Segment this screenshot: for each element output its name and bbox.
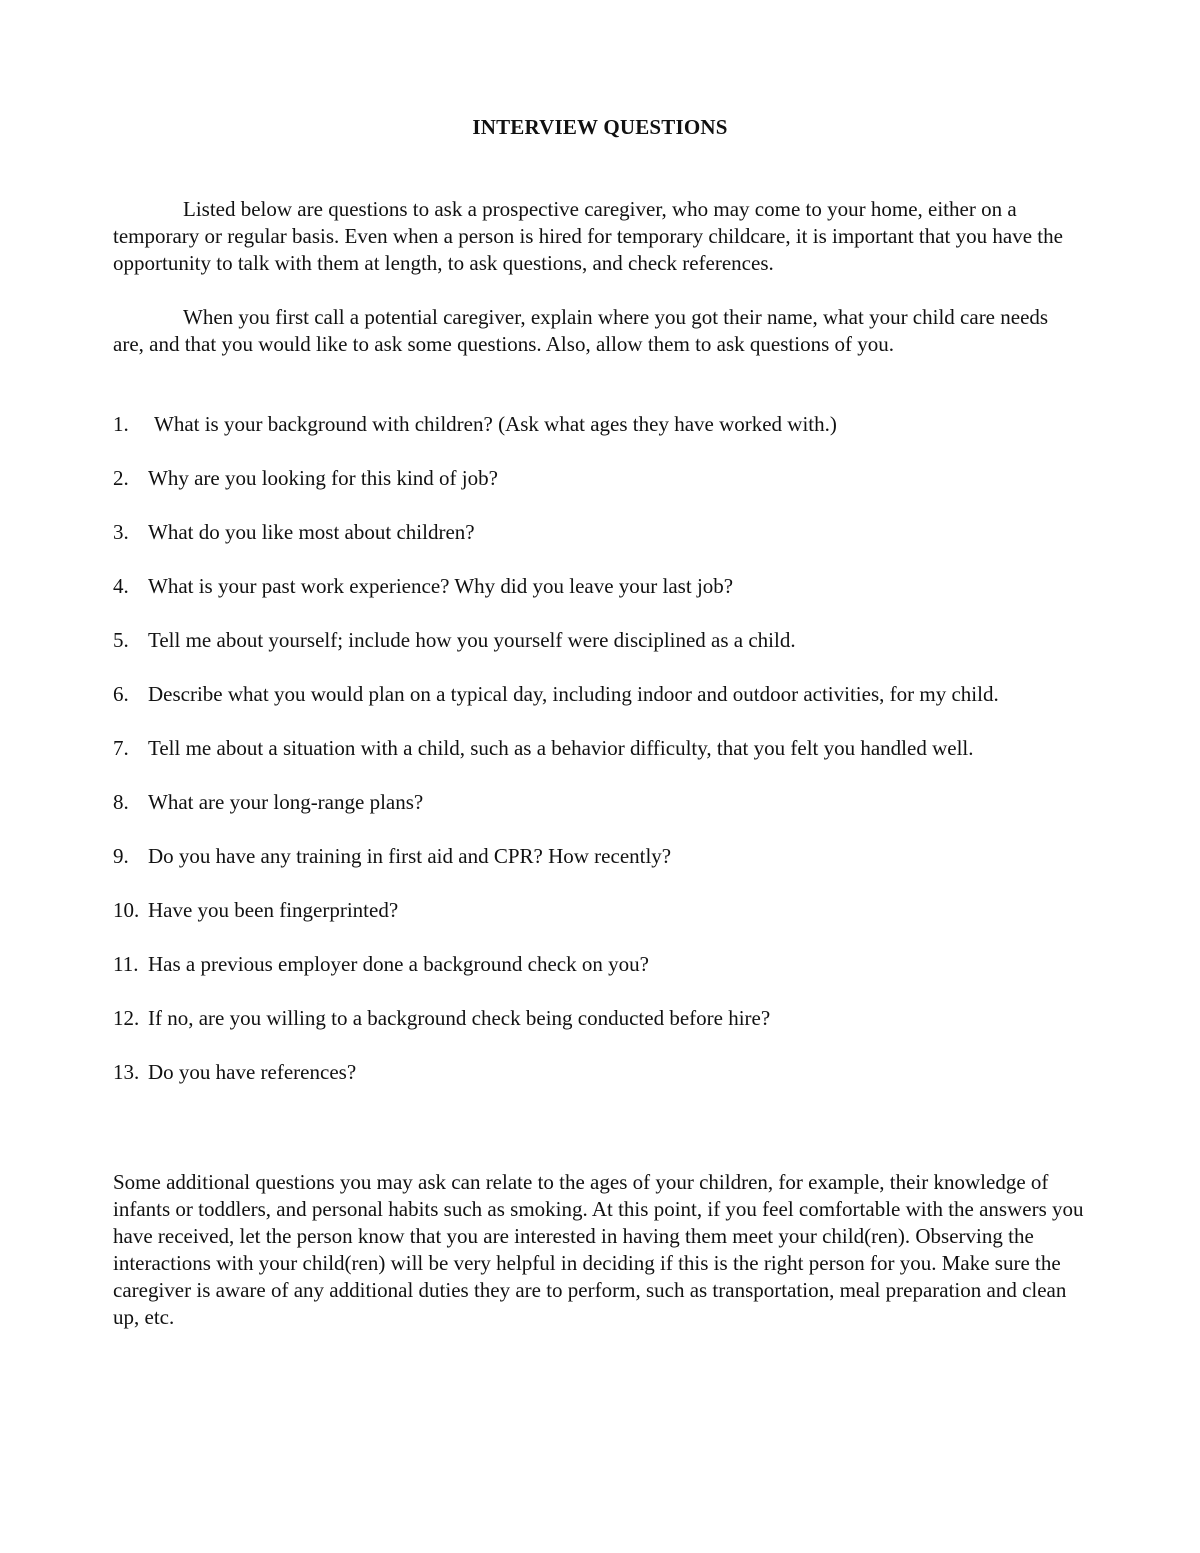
list-item [113,897,1088,924]
question-number: 8. [113,790,129,814]
list-item [113,411,1088,438]
question-number: 4. [113,574,129,598]
list-item [113,519,1088,546]
list-item [113,843,1088,870]
question-text: Describe what you would plan on a typical day, including indoor and outdoor activities, for my child. [148,682,999,706]
question-number: 3. [113,520,129,544]
question-text: What is your background with children? (Ask what ages they have worked with.) [154,412,837,436]
question-text: Do you have any training in first aid and CPR? How recently? [148,844,672,868]
question-number: 10. [113,898,140,922]
question-list [113,411,1088,1113]
list-item [113,465,1088,492]
list-item [113,1005,1088,1032]
question-text: What is your past work experience? Why did you leave your last job? [148,574,734,598]
page-title: INTERVIEW QUESTIONS [472,115,728,139]
question-text: Has a previous employer done a background check on you? [148,952,649,976]
list-item [113,573,1088,600]
intro-paragraph: When you first call a potential caregiver, explain where you got their name, what your child care needs are, and that you would like to ask some questions. Also, allow them to ask questions of you. [113,305,1049,356]
question-text: If no, are you willing to a background check being conducted before hire? [148,1006,771,1030]
list-item [113,735,1088,762]
list-item [113,627,1088,654]
question-number: 1. [113,412,129,436]
list-item [113,789,1088,816]
list-item [113,951,1088,978]
intro-paragraph: Listed below are questions to ask a prospective caregiver, who may come to your home, either on a temporary or regular basis. Even when a person is hired for temporary childcare, it is important that you have the opportunity to talk with them at length, to ask questions, and check references. [113,197,1063,275]
question-text: Tell me about a situation with a child, such as a behavior difficulty, that you felt you handled well. [148,736,974,760]
question-number: 13. [113,1060,140,1084]
question-text: Why are you looking for this kind of job? [148,466,498,490]
question-number: 7. [113,736,129,760]
question-number: 5. [113,628,129,652]
question-number: 12. [113,1006,140,1030]
question-text: Tell me about yourself; include how you yourself were disciplined as a child. [148,628,796,652]
list-item [113,1059,1088,1086]
question-text: Have you been fingerprinted? [148,898,399,922]
question-text: Do you have references? [148,1060,357,1084]
question-text: What are your long-range plans? [148,790,424,814]
question-text: What do you like most about children? [148,520,475,544]
question-number: 6. [113,682,129,706]
question-number: 9. [113,844,129,868]
question-number: 2. [113,466,129,490]
list-item [113,681,1088,708]
closing-paragraph: Some additional questions you may ask can relate to the ages of your children, for example, their knowledge of infants or toddlers, and personal habits such as smoking. At this point, if you feel comfortable with the answers you have received, let the person know that you are interested in having them meet your child(ren). Observing the interactions with your child(ren) will be very helpful in deciding if this is the right person for you. Make sure the caregiver is aware of any additional duties they are to perform, such as transportation, meal preparation and clean up, etc. [113,1170,1084,1329]
question-number: 11. [113,952,139,976]
